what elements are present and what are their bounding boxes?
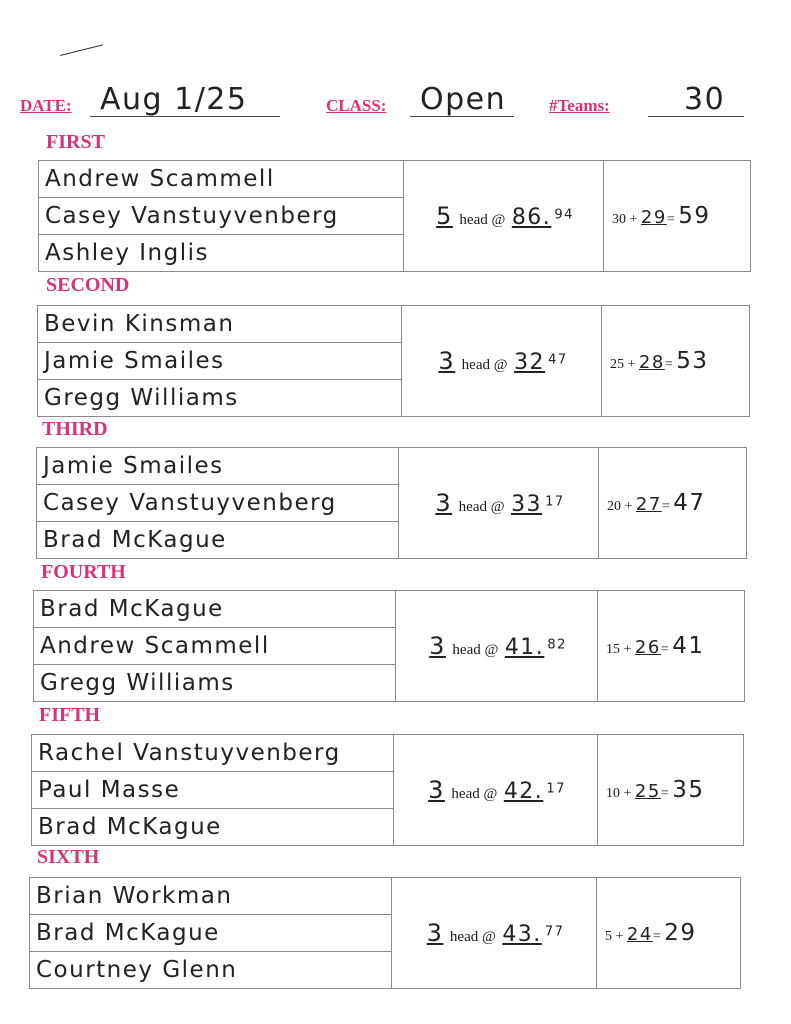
points-bonus: 25 [634, 781, 661, 802]
class-value: Open [420, 82, 507, 117]
price-value: 42. [503, 779, 544, 804]
price-value: 41. [504, 635, 545, 660]
class-underline [410, 116, 514, 117]
head-count: 3 [429, 632, 446, 660]
date-value: Aug 1/25 [100, 82, 248, 117]
points-bonus: 28 [638, 352, 665, 373]
points-total: 41 [672, 633, 705, 659]
head-price-cell [392, 878, 597, 989]
team-member-name: Brad McKague [34, 591, 396, 628]
place-label-third: THIRD [42, 418, 108, 440]
placing-table-second [37, 305, 750, 417]
price-cents: 17 [545, 494, 565, 510]
points-bonus: 27 [635, 494, 662, 515]
team-member-name: Ashley Inglis [39, 235, 404, 272]
team-member-name: Gregg Williams [38, 380, 402, 417]
points-total: 29 [664, 920, 697, 946]
date-underline [90, 116, 280, 117]
points-base: 30 + [612, 212, 638, 227]
price-cents: 82 [547, 637, 567, 653]
team-member-name: Gregg Williams [34, 665, 396, 702]
points-base: 5 + [605, 929, 624, 944]
price-cents: 77 [544, 924, 565, 940]
pen-stroke-mark [60, 44, 103, 56]
teams-label: #Teams: [549, 96, 610, 115]
points-cell [599, 448, 747, 559]
head-at-label: head @ [452, 642, 499, 658]
points-equals: = [652, 929, 661, 944]
team-member-name: Jamie Smailes [38, 343, 402, 380]
points-total: 59 [678, 203, 711, 229]
points-equals: = [660, 786, 669, 801]
team-member-name: Brad McKague [32, 809, 394, 846]
points-total: 35 [672, 777, 705, 803]
head-price-cell [396, 591, 598, 702]
place-label-fourth: FOURTH [41, 561, 126, 583]
price-value: 43. [502, 922, 542, 947]
head-count: 3 [438, 347, 456, 375]
teams-underline [648, 116, 744, 117]
team-member-name: Jamie Smailes [37, 448, 399, 485]
team-member-name: Courtney Glenn [30, 952, 392, 989]
team-member-name: Brad McKague [37, 522, 399, 559]
price-cents: 47 [548, 352, 568, 368]
points-bonus: 24 [626, 924, 653, 945]
points-equals: = [664, 357, 673, 372]
head-count: 3 [435, 489, 453, 517]
team-member-name: Andrew Scammell [34, 628, 396, 665]
class-label: CLASS: [326, 96, 387, 115]
teams-value: 30 [684, 82, 726, 117]
price-value: 33 [511, 492, 543, 517]
points-cell [598, 735, 744, 846]
points-total: 53 [676, 348, 709, 374]
price-value: 32 [514, 350, 546, 375]
head-price-cell [404, 161, 604, 272]
date-label: DATE: [20, 96, 72, 115]
head-at-label: head @ [459, 212, 506, 228]
team-member-name: Bevin Kinsman [38, 306, 402, 343]
price-value: 86. [511, 205, 552, 230]
place-label-fifth: FIFTH [39, 704, 101, 726]
team-member-name: Brad McKague [30, 915, 392, 952]
team-member-name: Brian Workman [30, 878, 392, 915]
head-count: 3 [426, 919, 444, 947]
head-price-cell [402, 306, 602, 417]
points-equals: = [666, 212, 675, 227]
points-cell [598, 591, 745, 702]
head-count: 3 [428, 776, 445, 804]
placing-table-fifth [31, 734, 744, 846]
placing-table-sixth [29, 877, 741, 989]
head-count: 5 [436, 202, 453, 230]
head-at-label: head @ [458, 499, 505, 515]
points-cell [602, 306, 750, 417]
points-equals: = [660, 642, 669, 657]
price-cents: 17 [546, 781, 566, 797]
form-header [0, 82, 791, 132]
points-total: 47 [673, 490, 706, 516]
points-bonus: 26 [634, 637, 661, 658]
team-member-name: Paul Masse [32, 772, 394, 809]
placing-table-first [38, 160, 751, 272]
team-member-name: Rachel Vanstuyvenberg [32, 735, 394, 772]
head-at-label: head @ [449, 929, 496, 945]
points-base: 10 + [606, 786, 632, 801]
place-label-sixth: SIXTH [37, 846, 100, 868]
team-member-name: Casey Vanstuyvenberg [37, 485, 399, 522]
points-base: 20 + [607, 499, 633, 514]
place-label-second: SECOND [46, 274, 130, 296]
points-equals: = [661, 499, 670, 514]
head-price-cell [394, 735, 598, 846]
price-cents: 94 [554, 207, 574, 223]
points-bonus: 29 [640, 207, 667, 228]
placing-table-fourth [33, 590, 745, 702]
points-base: 15 + [606, 642, 632, 657]
place-label-first: FIRST [46, 131, 105, 153]
team-member-name: Andrew Scammell [39, 161, 404, 198]
head-at-label: head @ [451, 786, 498, 802]
points-cell [597, 878, 741, 989]
team-member-name: Casey Vanstuyvenberg [39, 198, 404, 235]
head-at-label: head @ [461, 357, 508, 373]
placing-table-third [36, 447, 747, 559]
points-base: 25 + [610, 357, 636, 372]
head-price-cell [399, 448, 599, 559]
points-cell [604, 161, 751, 272]
